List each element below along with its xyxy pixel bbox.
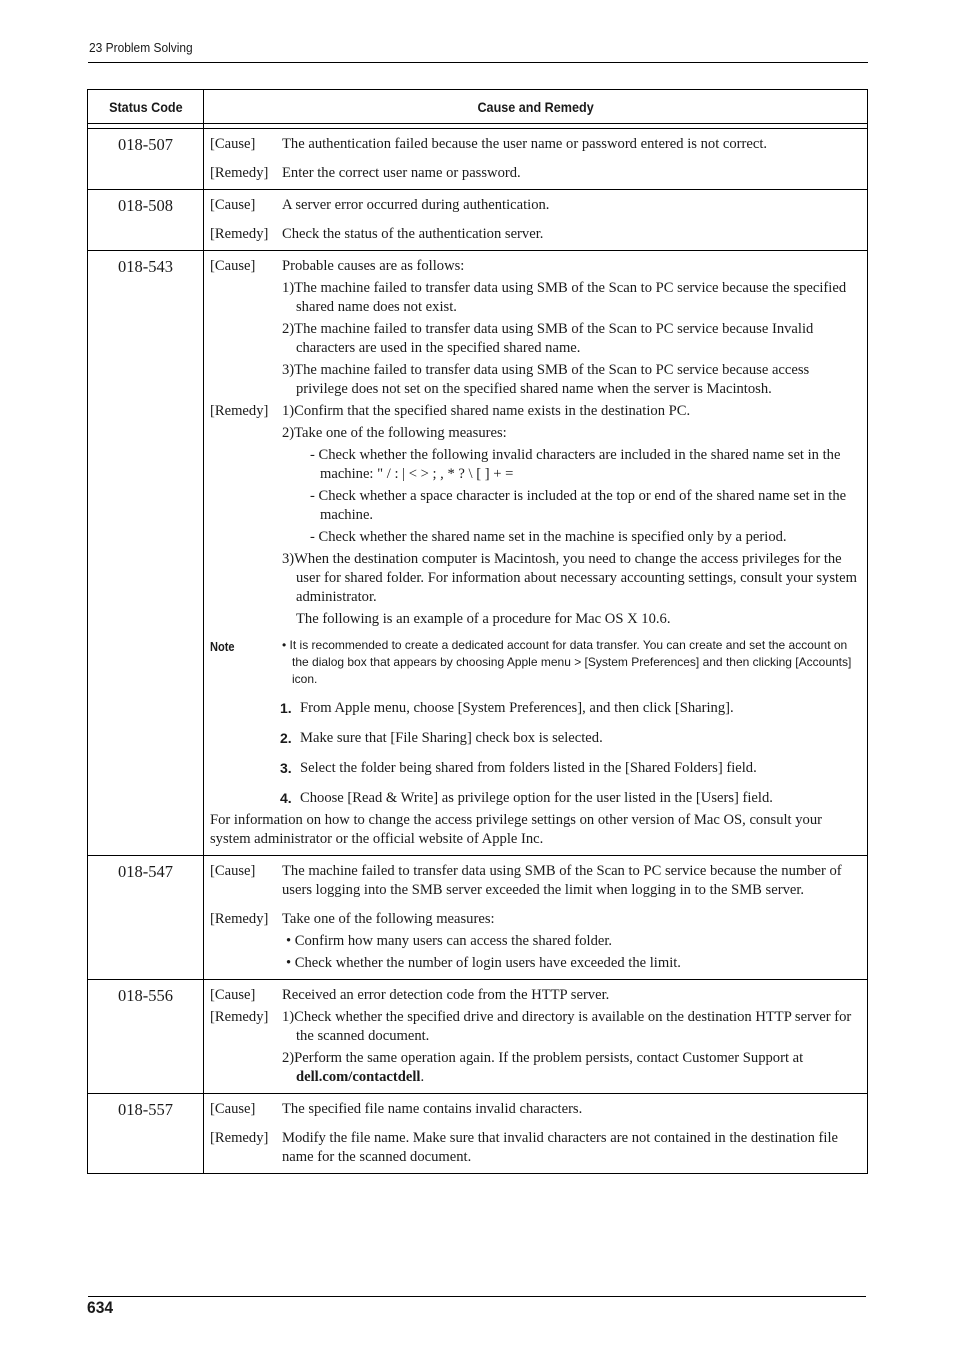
remedy-text: 2)Perform the same operation again. If the problem persists, contact Customer Support at	[282, 1050, 804, 1066]
cause-tag: [Cause]	[210, 1101, 256, 1117]
cause-text: The specified file name contains invalid characters.	[282, 1101, 583, 1117]
note-text: • It is recommended to create a dedicated account for data transfer. You can create and set the account on the dialog box that appears by choosing Apple menu > [System Preferences] and then clicking [Accounts] icon.	[282, 638, 852, 686]
remedy-text: Check the status of the authentication server.	[282, 226, 544, 242]
note-label: Note	[210, 639, 235, 654]
table-row	[88, 129, 868, 190]
column-header-cause-remedy: Cause and Remedy	[204, 90, 868, 124]
running-header: 23 Problem Solving	[89, 40, 193, 55]
cause-remedy-cell	[204, 980, 868, 1094]
cause-tag: [Cause]	[210, 136, 256, 152]
status-code: 018-556	[88, 980, 204, 1094]
cause-text: The authentication failed because the user name or password entered is not correct.	[282, 136, 768, 152]
footer-rule	[88, 1296, 866, 1297]
procedure-step	[280, 729, 861, 748]
column-header-status-code: Status Code	[88, 90, 204, 124]
remedy-text: Modify the file name. Make sure that invalid characters are not contained in the destination file name for the scanned document.	[282, 1130, 838, 1165]
header-rule	[88, 62, 868, 63]
cause-item: 1)The machine failed to transfer data using SMB of the Scan to PC service because the specified shared name does not exist.	[282, 280, 847, 315]
footer-note: For information on how to change the access privilege settings on other version of Mac OS, consult your system administrator or the official website of Apple Inc.	[210, 812, 822, 847]
cause-remedy-cell	[204, 129, 868, 190]
cause-remedy-cell	[204, 1094, 868, 1174]
status-code: 018-508	[88, 190, 204, 251]
cause-remedy-cell	[204, 190, 868, 251]
cause-text: A server error occurred during authentication.	[282, 197, 550, 213]
procedure-step	[280, 789, 861, 808]
check-item: - Check whether the shared name set in the machine is specified only by a period.	[310, 529, 787, 545]
remedy-tag: [Remedy]	[210, 226, 269, 242]
status-code: 018-543	[88, 251, 204, 856]
example-text: The following is an example of a procedure for Mac OS X 10.6.	[296, 611, 671, 627]
remedy-tag: [Remedy]	[210, 403, 269, 419]
cause-tag: [Cause]	[210, 987, 256, 1003]
step-text: Choose [Read & Write] as privilege option for the user listed in the [Users] field.	[300, 790, 773, 806]
remedy-item	[210, 1049, 861, 1087]
table-row	[88, 1094, 868, 1174]
step-number: 1.	[280, 700, 292, 716]
status-code: 018-547	[88, 856, 204, 980]
check-item: - Check whether a space character is included at the top or end of the shared name set in the machine.	[310, 488, 847, 523]
remedy-tag: [Remedy]	[210, 911, 269, 927]
table-row	[88, 856, 868, 980]
remedy-text: 1)Check whether the specified drive and directory is available on the destination HTTP server for the scanned document.	[282, 1009, 852, 1044]
step-text: Select the folder being shared from folders listed in the [Shared Folders] field.	[300, 760, 757, 776]
cause-tag: [Cause]	[210, 197, 256, 213]
table-row	[88, 980, 868, 1094]
table-row	[88, 190, 868, 251]
remedy-text: Enter the correct user name or password.	[282, 165, 521, 181]
remedy-tag: [Remedy]	[210, 165, 269, 181]
page-number: 634	[87, 1298, 114, 1317]
cause-tag: [Cause]	[210, 863, 256, 879]
status-code-table	[87, 89, 868, 1174]
cause-item: 2)The machine failed to transfer data using SMB of the Scan to PC service because Invalid characters are used in the specified shared name.	[282, 321, 814, 356]
step-number: 4.	[280, 790, 292, 806]
step-text: From Apple menu, choose [System Preferences], and then click [Sharing].	[300, 700, 734, 716]
remedy-text: Take one of the following measures:	[282, 911, 495, 927]
remedy-punct: .	[420, 1069, 425, 1085]
support-link[interactable]: dell.com/contactdell	[296, 1069, 421, 1085]
table-row	[88, 251, 868, 856]
bullet-item: • Confirm how many users can access the shared folder.	[286, 933, 613, 949]
step-number: 3.	[280, 760, 292, 776]
remedy-tag: [Remedy]	[210, 1009, 269, 1025]
procedure-step	[280, 699, 861, 718]
remedy-item: 2)Take one of the following measures:	[282, 425, 507, 441]
remedy-item: 3)When the destination computer is Macintosh, you need to change the access privileges for the user for shared folder. For information about necessary accounting settings, consult your system administrator.	[282, 551, 857, 605]
remedy-text: 1)Confirm that the specified shared name exists in the destination PC.	[282, 403, 691, 419]
procedure-step	[280, 759, 861, 778]
cause-text: The machine failed to transfer data using SMB of the Scan to PC service because the number of users logging into the SMB server exceeded the limit when logging in to the SMB server.	[282, 863, 842, 898]
cause-text: Probable causes are as follows:	[282, 258, 465, 274]
cause-remedy-cell	[204, 251, 868, 856]
status-code: 018-557	[88, 1094, 204, 1174]
status-code: 018-507	[88, 129, 204, 190]
bullet-item: • Check whether the number of login users have exceeded the limit.	[286, 955, 681, 971]
cause-tag: [Cause]	[210, 258, 256, 274]
table-header-row	[88, 90, 868, 124]
step-text: Make sure that [File Sharing] check box is selected.	[300, 730, 603, 746]
check-item: - Check whether the following invalid characters are included in the shared name set in the machine: " / : | < > ; , * ? \ [ ] + =	[310, 447, 841, 482]
cause-text: Received an error detection code from the HTTP server.	[282, 987, 610, 1003]
step-number: 2.	[280, 730, 292, 746]
remedy-tag: [Remedy]	[210, 1130, 269, 1146]
note-block	[210, 637, 861, 688]
cause-item: 3)The machine failed to transfer data using SMB of the Scan to PC service because access privilege does not set on the specified shared name when the server is Macintosh.	[282, 362, 810, 397]
cause-remedy-cell	[204, 856, 868, 980]
